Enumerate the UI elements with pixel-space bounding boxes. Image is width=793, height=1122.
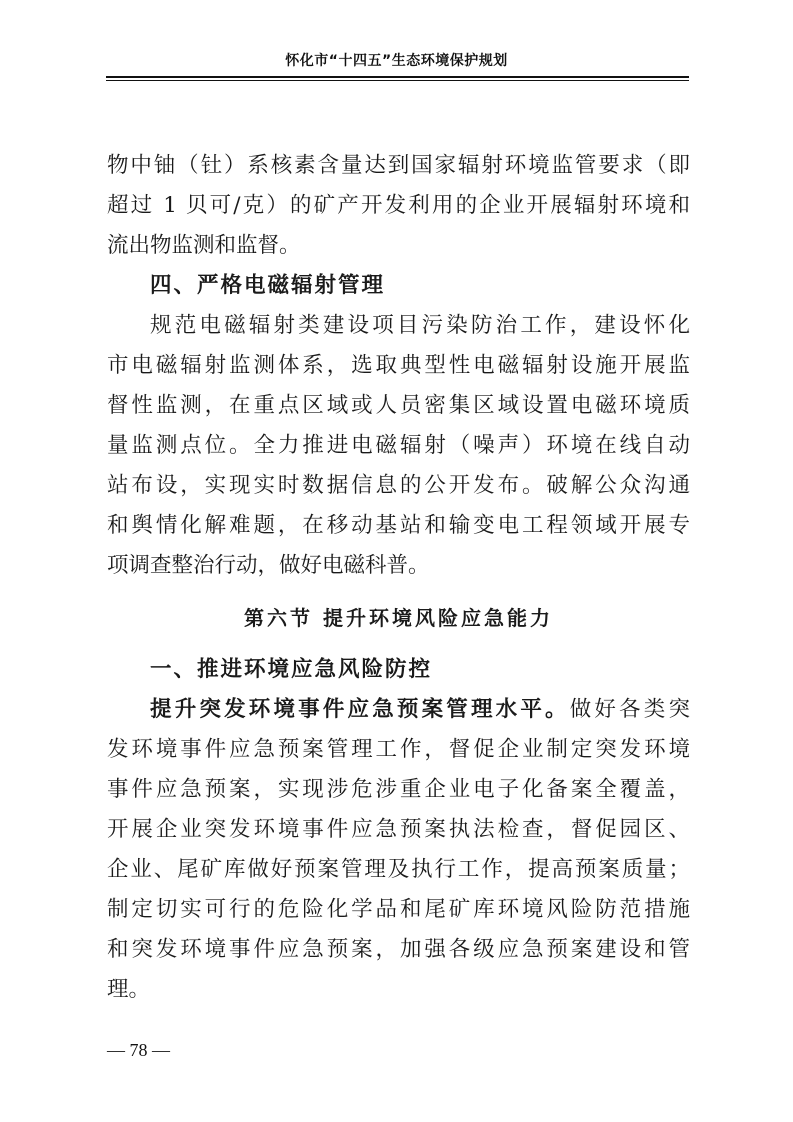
text-line: 企业、尾矿库做好预案管理及执行工作，提高预案质量； bbox=[107, 857, 690, 882]
text-line: 物中铀（钍）系核素含量达到国家辐射环境监管要求（即 bbox=[107, 153, 690, 178]
header-rule-thin bbox=[106, 80, 689, 81]
running-header-title: 怀化市“十四五”生态环境保护规划 bbox=[285, 53, 508, 69]
text-line: 督性监测，在重点区域或人员密集区域设置电磁环境质 bbox=[107, 393, 690, 418]
bold-lead-text: 提升突发环境事件应急预案管理水平。 bbox=[150, 697, 570, 722]
paragraph-radiation-monitoring bbox=[107, 146, 690, 266]
paragraph-em-radiation bbox=[107, 306, 690, 586]
page-number: — 78 — bbox=[107, 1040, 170, 1060]
text-line bbox=[107, 690, 690, 730]
heading-strict-em-radiation: 四、严格电磁辐射管理 bbox=[150, 273, 386, 298]
text-line: 和突发环境事件应急预案，加强各级应急预案建设和管 bbox=[107, 937, 690, 962]
text-line: 流出物监测和监督。 bbox=[107, 233, 301, 258]
document-body bbox=[107, 146, 690, 1010]
lead-continuation-text: 做好各类突 bbox=[569, 697, 690, 722]
text-line: 站布设，实现实时数据信息的公开发布。破解公众沟通 bbox=[107, 473, 690, 498]
text-line: 发环境事件应急预案管理工作，督促企业制定突发环境 bbox=[107, 737, 690, 762]
text-line: 理。 bbox=[107, 977, 151, 1002]
text-line: 开展企业突发环境事件应急预案执法检查，督促园区、 bbox=[107, 817, 690, 842]
text-line: 市电磁辐射监测体系，选取典型性电磁辐射设施开展监 bbox=[107, 353, 690, 378]
text-line: 项调查整治行动，做好电磁科普。 bbox=[107, 553, 430, 578]
text-line: 超过 1 贝可/克）的矿产开发利用的企业开展辐射环境和 bbox=[107, 193, 690, 218]
text-line: 制定切实可行的危险化学品和尾矿库环境风险防范措施 bbox=[107, 897, 690, 922]
header-rule-thick bbox=[106, 76, 689, 78]
text-line: 事件应急预案，实现涉危涉重企业电子化备案全覆盖， bbox=[107, 777, 690, 802]
section-heading: 第六节 提升环境风险应急能力 bbox=[244, 606, 553, 630]
text-line: 量监测点位。全力推进电磁辐射（噪声）环境在线自动 bbox=[107, 433, 690, 458]
heading-emergency-risk-control: 一、推进环境应急风险防控 bbox=[150, 657, 433, 682]
text-line: 规范电磁辐射类建设项目污染防治工作，建设怀化 bbox=[150, 313, 690, 338]
text-line: 和舆情化解难题，在移动基站和输变电工程领域开展专 bbox=[107, 513, 690, 538]
paragraph-emergency-plan bbox=[107, 690, 690, 1010]
